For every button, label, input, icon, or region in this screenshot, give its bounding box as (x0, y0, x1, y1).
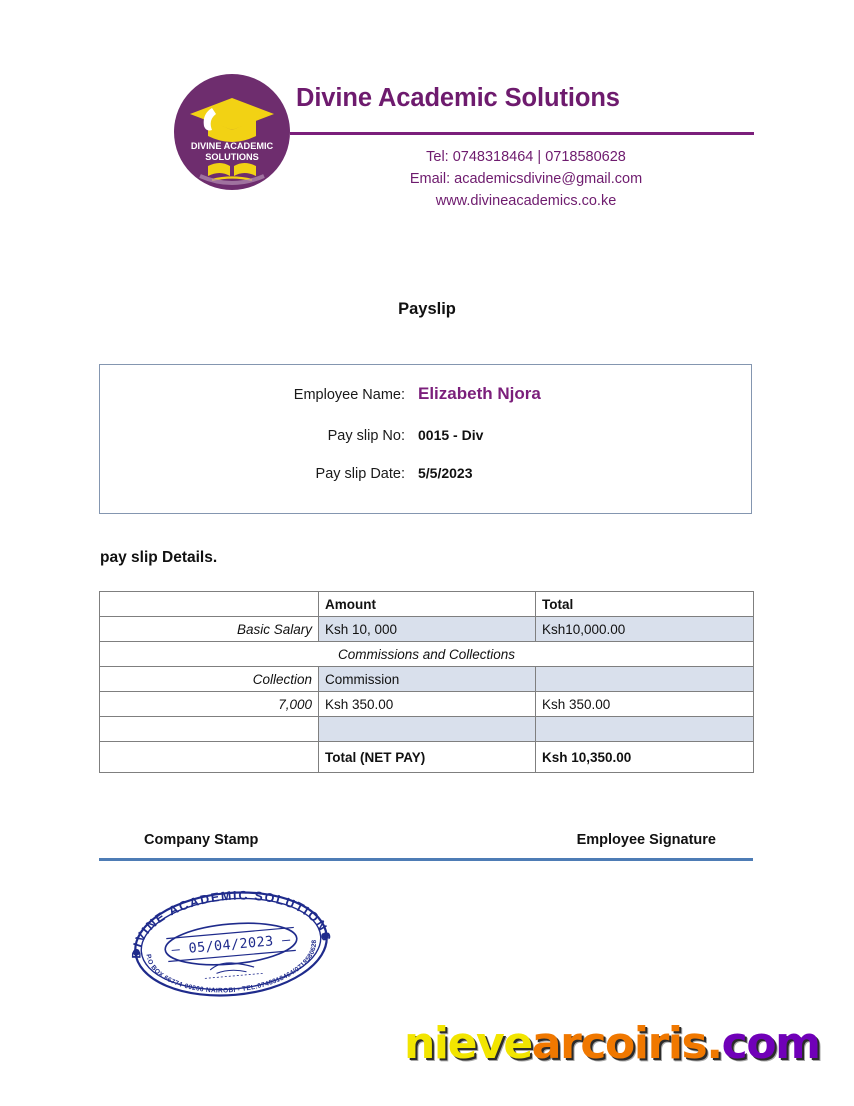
header-divider (290, 132, 754, 135)
header-cell-total: Total (536, 592, 754, 617)
signature-divider (99, 858, 753, 861)
site-watermark (404, 1018, 820, 1069)
row-amount-collection: Ksh 350.00 (319, 692, 536, 717)
row-label-basic-salary: Basic Salary (100, 617, 319, 642)
logo-ring-text-line2: SOLUTIONS (205, 152, 259, 162)
payslip-date-label: Pay slip Date: (315, 466, 405, 482)
payslip-no-label: Pay slip No: (327, 428, 405, 444)
logo-ring-text-line1: DIVINE ACADEMIC (190, 141, 274, 151)
payslip-no-value: 0015 - Div (418, 427, 484, 443)
stamp-top-arc-text: DIVINE ACADEMIC SOLUTIONS (129, 888, 334, 959)
contact-website: www.divineacademics.co.ke (435, 193, 617, 209)
row-amount-basic-salary: Ksh 10, 000 (319, 617, 536, 642)
company-stamp-label: Company Stamp (144, 832, 259, 848)
details-heading: pay slip Details. (100, 549, 218, 566)
section-commissions-and-collections: Commissions and Collections (100, 642, 754, 667)
table-header-row (100, 592, 754, 617)
watermark-part-2: arcoiris. (531, 1018, 722, 1069)
employee-name-value: Elizabeth Njora (418, 384, 541, 403)
total-net-pay-value: Ksh 10,350.00 (536, 742, 754, 773)
stamp-bottom-arc-text: P.O BOX 66774-00200 NAIROBI - TEL:0748318464/0718580628 (144, 939, 319, 995)
table-row (100, 692, 754, 717)
table-row (100, 617, 754, 642)
company-stamp-impression (122, 888, 340, 1000)
contact-phone: Tel: 0748318464 | 0718580628 (426, 149, 626, 165)
employee-name-row (100, 384, 751, 406)
contact-email: Email: academicsdivine@gmail.com (409, 171, 643, 187)
stamp-date-text: – 05/04/2023 – (170, 931, 292, 959)
table-row (100, 667, 754, 692)
table-row-section (100, 642, 754, 667)
payslip-no-row (100, 427, 751, 449)
table-row-total (100, 742, 754, 773)
company-name: Divine Academic Solutions (296, 84, 620, 112)
employee-details-box (99, 364, 752, 514)
page-title: Payslip (398, 300, 456, 318)
empty-cell-b (319, 717, 536, 742)
document-header (0, 62, 854, 227)
company-logo (172, 72, 292, 192)
employee-signature-label: Employee Signature (576, 832, 716, 848)
row-label-collection-amount: 7,000 (100, 692, 319, 717)
row-amount-commission: Commission (319, 667, 536, 692)
row-total-collection: Ksh 350.00 (536, 692, 754, 717)
row-total-commission (536, 667, 754, 692)
header-cell-blank (100, 592, 319, 617)
total-net-pay-label: Total (NET PAY) (319, 742, 536, 773)
empty-cell-c (536, 717, 754, 742)
company-contact-block (296, 146, 756, 212)
header-cell-amount: Amount (319, 592, 536, 617)
employee-name-label: Employee Name: (293, 387, 405, 403)
table-row-empty (100, 717, 754, 742)
payslip-date-row (100, 465, 751, 487)
row-total-basic-salary: Ksh10,000.00 (536, 617, 754, 642)
payslip-date-value: 5/5/2023 (418, 465, 473, 481)
watermark-part-1: nieve (404, 1018, 532, 1069)
total-row-blank (100, 742, 319, 773)
payslip-details-table (99, 591, 754, 773)
empty-cell-a (100, 717, 319, 742)
row-label-collection: Collection (100, 667, 319, 692)
watermark-part-3: com (721, 1018, 820, 1069)
